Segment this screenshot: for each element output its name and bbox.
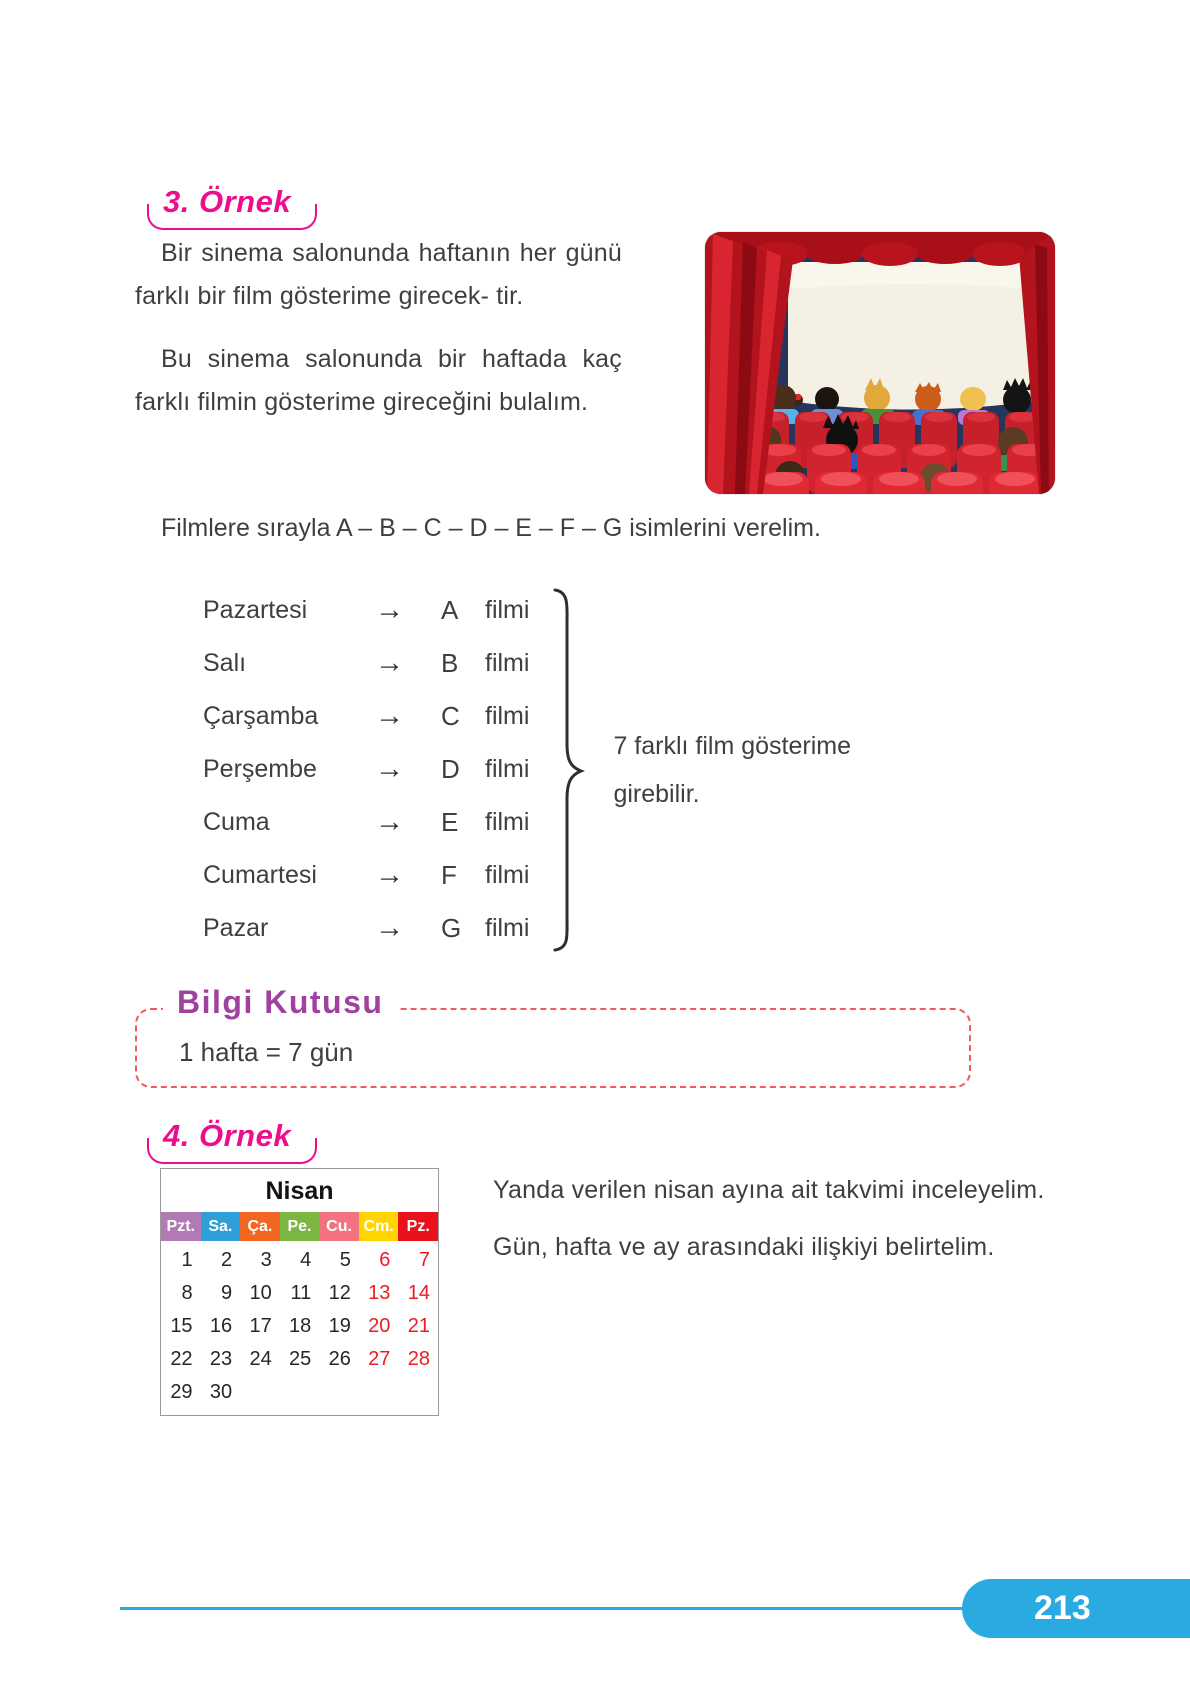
- calendar-day-cell: 6: [379, 1249, 391, 1271]
- calendar-day-cell: 30: [209, 1381, 233, 1403]
- calendar-day-header: Pz.: [398, 1212, 438, 1241]
- calendar-day-cell: 24: [249, 1348, 272, 1370]
- schedule-day: Çarşamba: [203, 702, 319, 730]
- schedule-film-suffix: filmi: [485, 914, 530, 942]
- page-number-badge: [962, 1579, 1190, 1638]
- schedule-row: [203, 637, 529, 690]
- brace-icon: [547, 584, 587, 956]
- calendar-day-cell: 11: [290, 1282, 312, 1304]
- calendar-day-cell: 19: [328, 1315, 351, 1337]
- calendar-day-cell: 2: [221, 1249, 233, 1271]
- example4-heading: [153, 1118, 301, 1154]
- schedule-film-letter: B: [441, 648, 459, 678]
- example3-text-column: [135, 232, 622, 424]
- calendar-day-header: Pe.: [280, 1212, 320, 1241]
- calendar-day-cell: 17: [249, 1315, 272, 1337]
- calendar-day-cell: [319, 1376, 359, 1409]
- calendar-title: Nisan: [265, 1177, 334, 1205]
- schedule-film-suffix: filmi: [485, 649, 530, 677]
- calendar-day-cell: 21: [407, 1315, 430, 1337]
- calendar-grid: [161, 1241, 438, 1415]
- schedule-film-letter: D: [441, 754, 460, 784]
- calendar-day-header: Sa.: [201, 1212, 241, 1241]
- calendar-day-header: Cm.: [359, 1212, 399, 1241]
- page-number: 213: [1034, 1589, 1091, 1627]
- schedule-row: [203, 584, 529, 637]
- schedule-row: [203, 849, 529, 902]
- calendar-day-cell: 14: [407, 1282, 430, 1304]
- calendar-day-cell: 28: [407, 1348, 430, 1370]
- calendar-day-cell: 22: [170, 1348, 193, 1370]
- arrow-icon: →: [375, 912, 404, 944]
- footer-line: [120, 1607, 972, 1610]
- example3-heading-label: 3. Örnek: [163, 184, 292, 219]
- arrow-icon: →: [375, 859, 404, 891]
- schedule-film-letter: G: [441, 913, 462, 943]
- calendar-day-cell: 1: [181, 1249, 193, 1271]
- arrow-icon: →: [375, 806, 404, 838]
- schedule-day: Perşembe: [203, 755, 317, 783]
- example3-body-row: [135, 232, 1055, 494]
- calendar-day-cell: [359, 1376, 399, 1409]
- calendar-day-header: Ça.: [240, 1212, 280, 1241]
- arrow-icon: →: [375, 753, 404, 785]
- calendar-day-cell: [280, 1376, 320, 1409]
- example4-paragraph-1: Yanda verilen nisan ayına ait takvimi inceleyelim.: [493, 1176, 1045, 1204]
- example3-paragraph-1: Bir sinema salonunda haftanın her günü farklı bir film gösterime girecek- tir.: [135, 239, 622, 310]
- calendar-day-cell: [398, 1376, 438, 1409]
- cinema-illustration: [705, 232, 1055, 494]
- info-box-title: Bilgi Kutusu: [163, 984, 397, 1021]
- schedule-film-suffix: filmi: [485, 808, 530, 836]
- calendar-day-cell: 15: [170, 1315, 193, 1337]
- example3-paragraph-2: Bu sinema salonunda bir haftada kaç farklı filmin gösterime gireceğini bulalım.: [135, 345, 622, 416]
- calendar-day-cell: 7: [418, 1249, 430, 1271]
- calendar-day-cell: 3: [260, 1249, 272, 1271]
- arrow-icon: →: [375, 594, 404, 626]
- schedule-row: [203, 743, 529, 796]
- example4-heading-label: 4. Örnek: [163, 1118, 292, 1153]
- page-content: [135, 184, 1055, 1416]
- arrow-icon: →: [375, 700, 404, 732]
- example4-text-column: [467, 1168, 1055, 1416]
- calendar-day-headers: [161, 1212, 438, 1241]
- calendar-day-cell: 8: [181, 1282, 193, 1304]
- calendar-day-cell: 16: [209, 1315, 233, 1337]
- calendar-day-header: Cu.: [319, 1212, 359, 1241]
- calendar-day-cell: 12: [328, 1282, 351, 1304]
- schedule-film-letter: F: [441, 860, 457, 890]
- april-calendar: [160, 1168, 439, 1416]
- example4-paragraph-2: Gün, hafta ve ay arasındaki ilişkiyi belirtelim.: [493, 1233, 995, 1261]
- film-schedule: [203, 584, 1055, 956]
- schedule-day: Cuma: [203, 808, 270, 836]
- schedule-film-letter: C: [441, 701, 460, 731]
- calendar-day-cell: 29: [170, 1381, 193, 1403]
- schedule-film-letter: A: [441, 595, 459, 625]
- arrow-icon: →: [375, 647, 404, 679]
- example3-section: [135, 184, 1055, 956]
- calendar-day-cell: 9: [221, 1282, 233, 1304]
- film-schedule-list: [203, 584, 529, 956]
- schedule-row: [203, 690, 529, 743]
- info-box: [135, 984, 971, 1088]
- example4-section: [135, 1088, 1055, 1416]
- schedule-day: Salı: [203, 649, 247, 677]
- calendar-day-cell: 23: [209, 1348, 233, 1370]
- calendar-day-cell: 18: [289, 1315, 312, 1337]
- calendar-day-cell: 13: [368, 1282, 391, 1304]
- schedule-conclusion: 7 farklı film gösterime girebilir.: [613, 732, 851, 808]
- example4-body-row: [135, 1168, 1055, 1416]
- calendar-day-cell: 4: [300, 1249, 312, 1271]
- schedule-row: [203, 796, 529, 849]
- schedule-day: Pazar: [203, 914, 269, 942]
- schedule-film-suffix: filmi: [485, 702, 530, 730]
- calendar-day-cell: 5: [339, 1249, 351, 1271]
- example3-heading: [153, 184, 301, 220]
- calendar-day-cell: 26: [328, 1348, 351, 1370]
- schedule-film-suffix: filmi: [485, 861, 530, 889]
- schedule-day: Cumartesi: [203, 861, 317, 889]
- schedule-film-suffix: filmi: [485, 755, 530, 783]
- info-box-content: 1 hafta = 7 gün: [179, 1037, 354, 1067]
- schedule-film-letter: E: [441, 807, 459, 837]
- calendar-day-cell: 10: [249, 1282, 272, 1304]
- calendar-day-header: Pzt.: [161, 1212, 201, 1241]
- calendar-day-cell: 27: [368, 1348, 391, 1370]
- schedule-day: Pazartesi: [203, 596, 308, 624]
- calendar-day-cell: 25: [289, 1348, 312, 1370]
- calendar-day-cell: [240, 1376, 280, 1409]
- cinema-illustration-svg: [705, 232, 1055, 494]
- films-naming-line: Filmlere sırayla A – B – C – D – E – F – G isimlerini verelim.: [161, 514, 821, 542]
- schedule-row: [203, 902, 529, 955]
- schedule-film-suffix: filmi: [485, 596, 530, 624]
- calendar-day-cell: 20: [368, 1315, 391, 1337]
